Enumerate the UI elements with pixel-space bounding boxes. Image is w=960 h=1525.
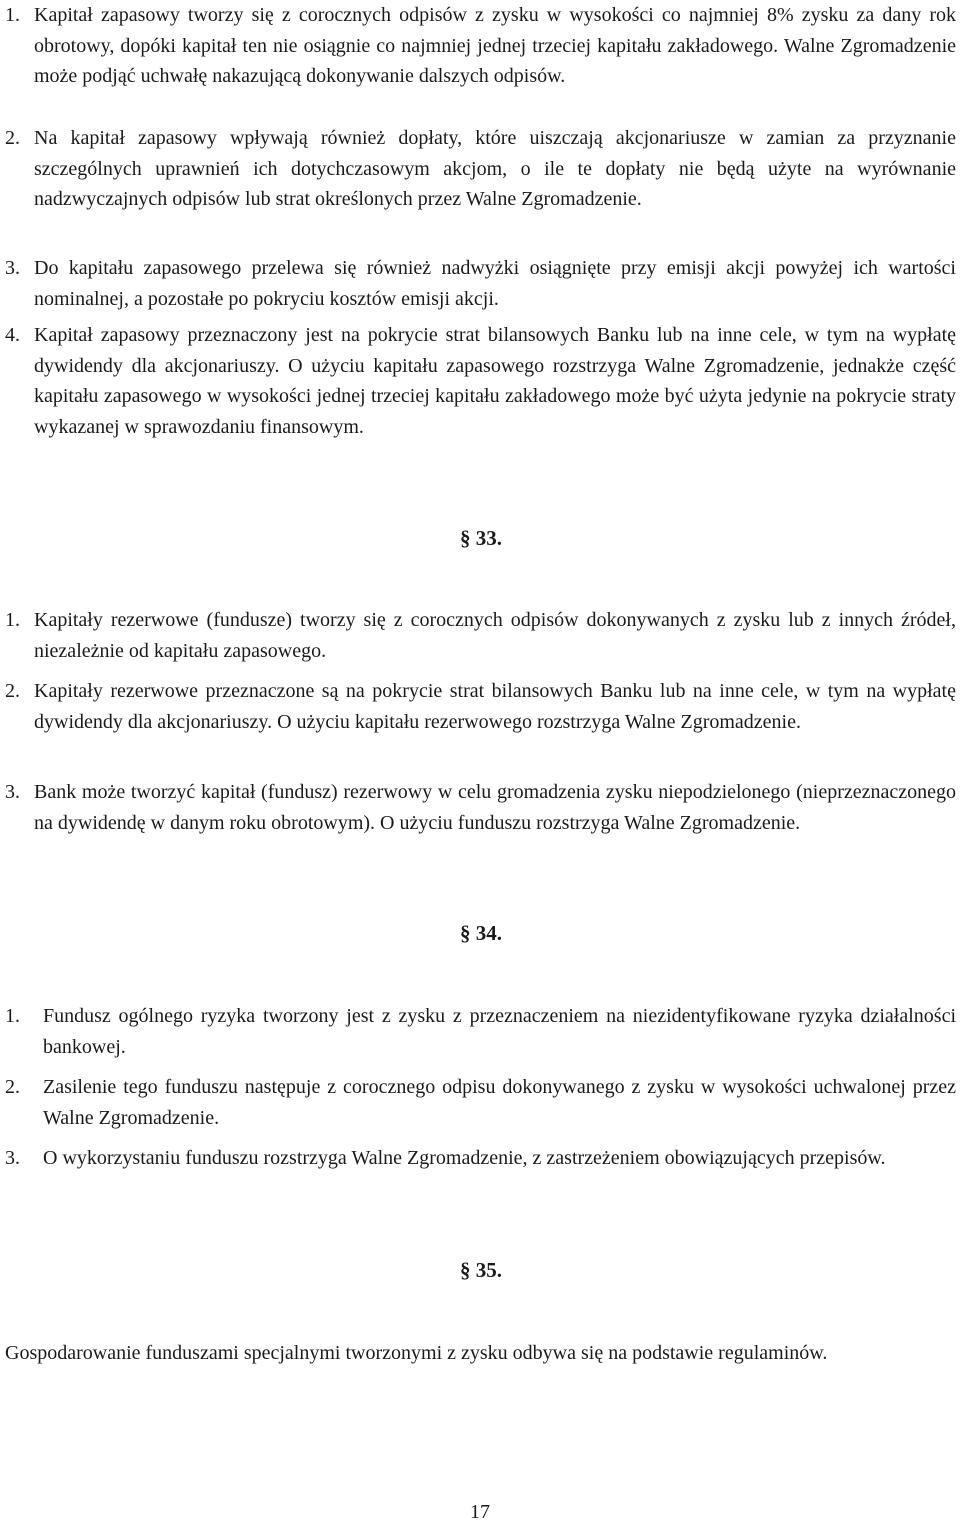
item-number: 2. [5,127,20,149]
item-number: 3. [5,781,20,803]
page-number: 17 [470,1501,490,1523]
section-heading-34: § 34. [460,921,502,945]
s32-item-3 [5,253,956,314]
s34-item-1 [5,1001,956,1062]
item-text: Na kapitał zapasowy wpływają również dopłaty, które uiszczają akcjonariusze w zamian za przyznanie szczególnych uprawnień ich dotychczasowym akcjom, o ile te dopłaty nie będą użyte na wyrównanie nadzwyczajnych odpisów lub strat określonych przez Walne Zgromadzenie. [34,127,956,210]
item-text: Kapitały rezerwowe (fundusze) tworzy się z corocznych odpisów dokonywanych z zysku lub z innych źródeł, niezależnie od kapitału zapasowego. [34,609,956,662]
s34-item-2 [5,1072,956,1133]
item-number: 1. [5,1005,20,1027]
item-text: Fundusz ogólnego ryzyka tworzony jest z zysku z przeznaczeniem na niezidentyfikowane ryzyka działalności bankowej. [43,1005,956,1058]
s32-item-4 [5,320,956,442]
item-number: 1. [5,609,20,631]
item-text: Bank może tworzyć kapitał (fundusz) rezerwowy w celu gromadzenia zysku niepodzielonego (nieprzeznaczonego na dywidendę w danym roku obrotowym). O użyciu funduszu rozstrzyga Walne Zgromadzenie. [34,781,956,834]
s35-paragraph: Gospodarowanie funduszami specjalnymi tworzonymi z zysku odbywa się na podstawie regulaminów. [5,1342,828,1364]
item-number: 1. [5,4,20,26]
s32-item-1 [5,0,956,92]
item-number: 2. [5,1076,20,1098]
item-number: 3. [5,1147,20,1169]
s34-item-3 [5,1143,956,1174]
s33-item-1 [5,605,956,666]
s32-item-2 [5,123,956,215]
section-heading-33: § 33. [460,526,502,550]
item-number: 2. [5,680,20,702]
item-text: Kapitał zapasowy przeznaczony jest na pokrycie strat bilansowych Banku lub na inne cele, w tym na wypłatę dywidendy dla akcjonariuszy. O użyciu kapitału zapasowego rozstrzyga Walne Zgromadzenie, jednakże część kapitału zapasowego w wysokości jednej trzeciej kapitału zakładowego może być użyta jedynie na pokrycie straty wykazanej w sprawozdaniu finansowym. [34,324,956,438]
item-text: Kapitały rezerwowe przeznaczone są na pokrycie strat bilansowych Banku lub na inne cele, w tym na wypłatę dywidendy dla akcjonariuszy. O użyciu kapitału rezerwowego rozstrzyga Walne Zgromadzenie. [34,680,956,733]
item-text: Kapitał zapasowy tworzy się z corocznych odpisów z zysku w wysokości co najmniej 8% zysku za dany rok obrotowy, dopóki kapitał ten nie osiągnie co najmniej jednej trzeciej kapitału zakładowego. Walne Zgromadzenie może podjąć uchwałę nakazującą dokonywanie dalszych odpisów. [34,4,956,87]
item-number: 4. [5,324,20,346]
item-text: O wykorzystaniu funduszu rozstrzyga Walne Zgromadzenie, z zastrzeżeniem obowiązujących przepisów. [43,1147,886,1169]
item-text: Zasilenie tego funduszu następuje z corocznego odpisu dokonywanego z zysku w wysokości uchwalonej przez Walne Zgromadzenie. [43,1076,956,1129]
item-text: Do kapitału zapasowego przelewa się również nadwyżki osiągnięte przy emisji akcji powyżej ich wartości nominalnej, a pozostałe po pokryciu kosztów emisji akcji. [34,257,956,310]
s33-item-3 [5,777,956,838]
s33-item-2 [5,676,956,737]
item-number: 3. [5,257,20,279]
section-heading-35: § 35. [460,1258,502,1282]
